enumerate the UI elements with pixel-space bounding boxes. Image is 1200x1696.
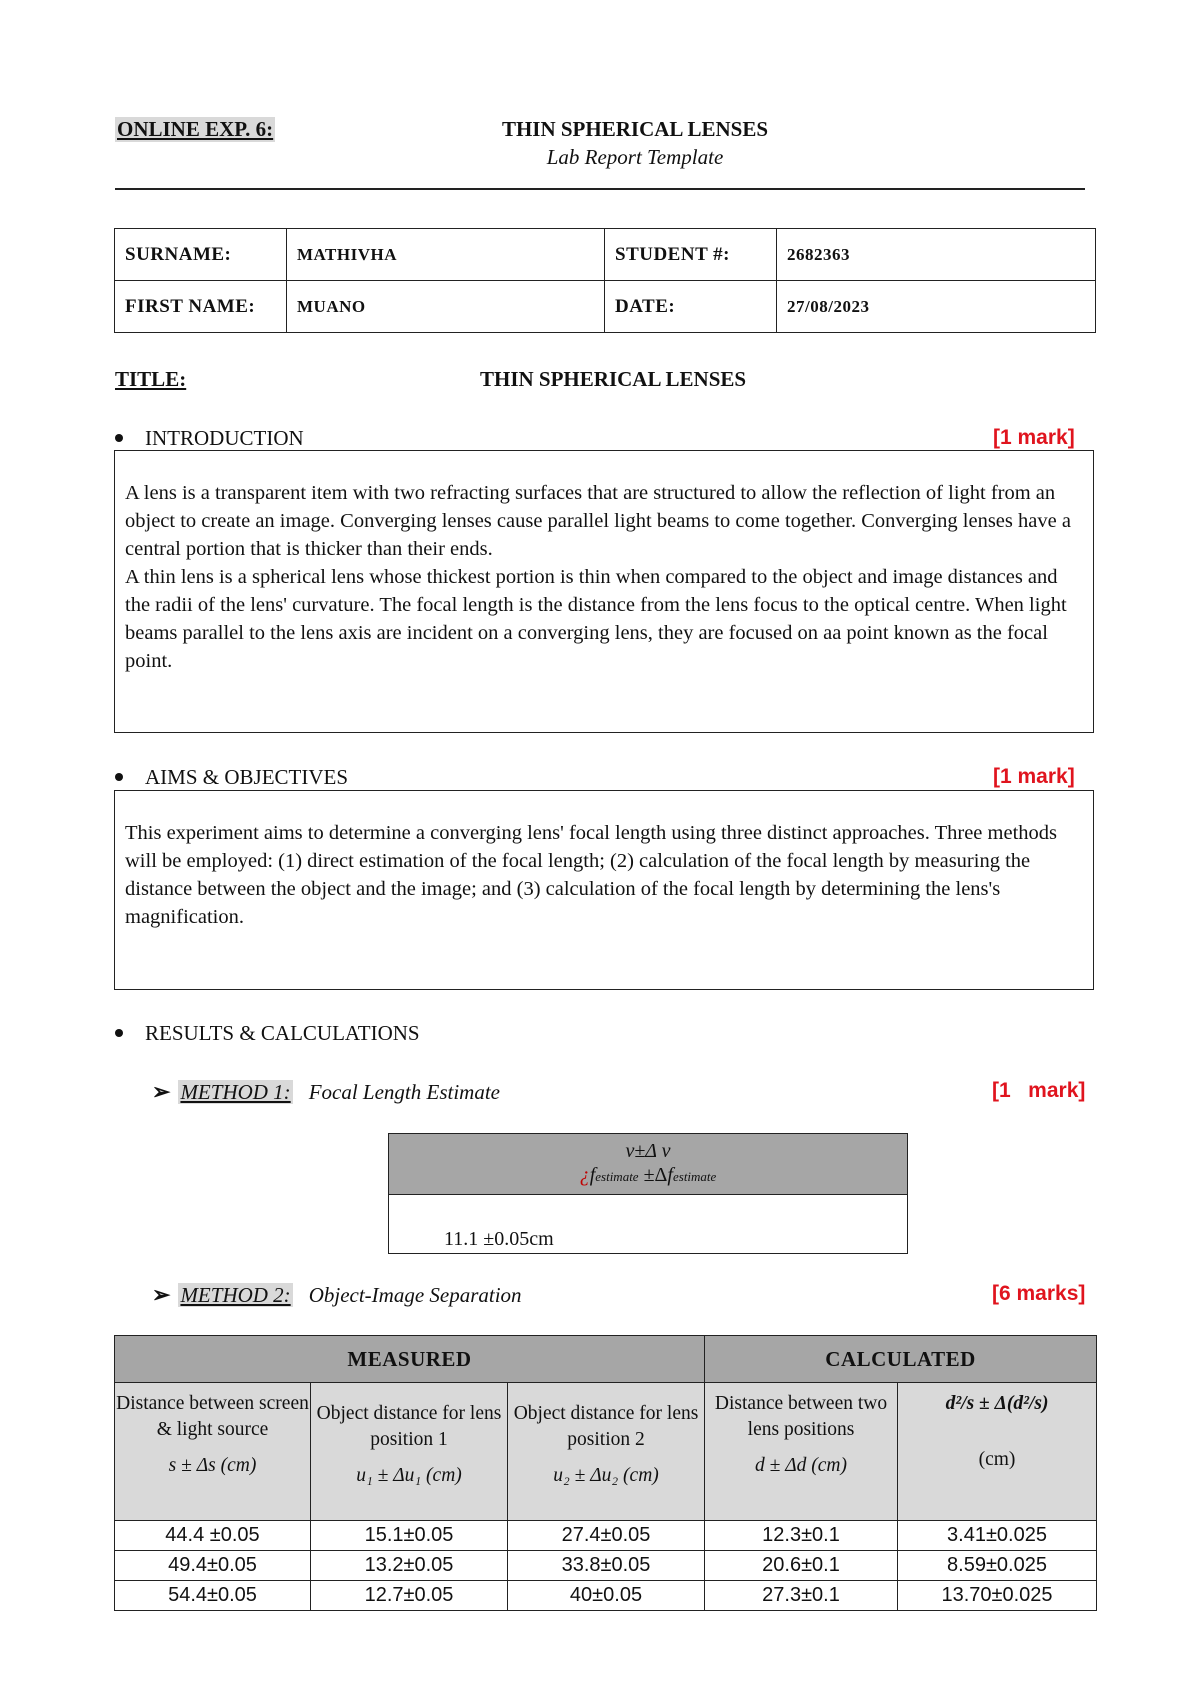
surname-label: SURNAME: [115,229,287,281]
report-title-label: TITLE: [115,367,187,391]
method2-desc: Object-Image Separation [308,1283,522,1307]
calculated-group-header: CALCULATED [705,1336,1097,1383]
column-header-s-symbol: s ± Δs (cm) [168,1455,257,1476]
introduction-heading [115,426,304,451]
first-name-value: MUANO [287,281,605,333]
table-cell: 20.6±0.1 [705,1551,898,1581]
method2-table [114,1335,1097,1611]
table-cell: 27.3±0.1 [705,1581,898,1611]
measured-group-header: MEASURED [115,1336,705,1383]
column-header-u1 [311,1383,508,1521]
arrow-bullet-icon: ➢ [152,1079,171,1104]
document-subtitle: Lab Report Template [546,145,724,169]
introduction-paragraph-2: A thin lens is a spherical lens whose thickest portion is thin when compared to the object and image distances and the radii of the lens' curvature. The focal length is the distance from the lens focus to the optical centre. When light beams parallel to the lens axis are incident on a converging lens, they are focused on aa point known as the focal point. [125,566,1067,672]
column-header-u1-text: Object distance for lens position 1 [316,1403,502,1450]
introduction-heading-text: INTRODUCTION [145,426,304,450]
table-cell: 40±0.05 [508,1581,705,1611]
method1-mark: [1 mark] [992,1079,1086,1102]
column-header-u2-text: Object distance for lens position 2 [513,1403,699,1450]
table-cell: 49.4±0.05 [115,1551,311,1581]
method1-desc: Focal Length Estimate [308,1080,500,1104]
table-row [115,1581,1097,1611]
column-header-d2s-text: d²/s ± Δ(d²/s) [945,1393,1049,1414]
table-cell: 12.3±0.1 [705,1521,898,1551]
column-header-d2-over-s [898,1383,1097,1521]
column-header-u1-symbol: u₁ ± Δu₁ (cm) [356,1465,462,1486]
table-cell: 3.41±0.025 [898,1521,1097,1551]
bullet-icon [115,434,123,442]
aims-heading [115,765,348,790]
method1-label: METHOD 1: [180,1080,291,1104]
aims-mark: [1 mark] [993,765,1075,788]
aims-text: This experiment aims to determine a converging lens' focal length using three distinct approaches. Three methods will be employed: (1) direct estimation of the focal length; (2) calculation of the focal length by measuring the distance between the object and the image; and (3) calculation of the focal length by determining the lens's magnification. [125,822,1057,928]
column-header-d-text: Distance between two lens positions [714,1393,888,1440]
method1-header-line2 [390,1163,906,1189]
column-header-s [115,1383,311,1521]
first-name-label: FIRST NAME: [115,281,287,333]
date-value: 27/08/2023 [777,281,1096,333]
student-number-label: STUDENT #: [605,229,777,281]
table-row [115,1521,1097,1551]
method1-heading [152,1079,500,1105]
method1-value: 11.1 ±0.05cm [389,1195,908,1254]
column-header-d [705,1383,898,1521]
method1-header-f2: f [667,1164,673,1186]
bullet-icon [115,1029,123,1037]
introduction-paragraph-1: A lens is a transparent item with two refracting surfaces that are structured to allow the reflection of light from an object to create an image. Converging lenses cause parallel light beams to come together. Converging lenses have a central portion that is thicker than their ends. [125,482,1071,560]
arrow-bullet-icon: ➢ [152,1282,171,1307]
results-heading-text: RESULTS & CALCULATIONS [145,1021,420,1045]
method1-header-line1: v±Δ v [625,1140,671,1162]
bullet-icon [115,773,123,781]
table-row [115,1551,1097,1581]
table-cell: 13.2±0.05 [311,1551,508,1581]
method1-header [389,1134,908,1195]
table-cell: 8.59±0.025 [898,1551,1097,1581]
column-header-u2 [508,1383,705,1521]
date-label: DATE: [605,281,777,333]
table-cell: 33.8±0.05 [508,1551,705,1581]
surname-value: MATHIVHA [287,229,605,281]
table-cell: 15.1±0.05 [311,1521,508,1551]
table-cell: 12.7±0.05 [311,1581,508,1611]
introduction-box [114,450,1094,733]
column-header-d2s-symbol: (cm) [978,1449,1016,1470]
table-cell: 27.4±0.05 [508,1521,705,1551]
introduction-mark: [1 mark] [993,426,1075,449]
report-title-value: THIN SPHERICAL LENSES [480,367,747,391]
experiment-label: ONLINE EXP. 6: [117,117,274,141]
method1-header-sub2: estimate [672,1169,717,1184]
student-number-value: 2682363 [777,229,1096,281]
results-heading [115,1021,420,1046]
method2-mark: [6 marks] [992,1282,1086,1305]
table-cell: 44.4 ±0.05 [115,1521,311,1551]
method2-heading [152,1282,522,1308]
aims-heading-text: AIMS & OBJECTIVES [145,765,349,789]
method1-header-sub: estimate [595,1169,639,1184]
table-cell: 13.70±0.025 [898,1581,1097,1611]
column-header-u2-symbol: u₂ ± Δu₂ (cm) [553,1465,659,1486]
method1-table [388,1133,908,1254]
header-rule [115,188,1085,190]
method1-header-f: f [589,1164,596,1186]
column-header-d-symbol: d ± Δd (cm) [755,1455,848,1476]
method1-header-pm: ±Δ [638,1164,668,1186]
document-title: THIN SPHERICAL LENSES [501,117,769,141]
method1-header-glyph: ¿ [579,1164,590,1186]
column-header-s-text: Distance between screen & light source [116,1393,309,1440]
aims-box [114,790,1094,990]
method2-label: METHOD 2: [180,1283,291,1307]
table-cell: 54.4±0.05 [115,1581,311,1611]
student-info-table [114,228,1096,333]
